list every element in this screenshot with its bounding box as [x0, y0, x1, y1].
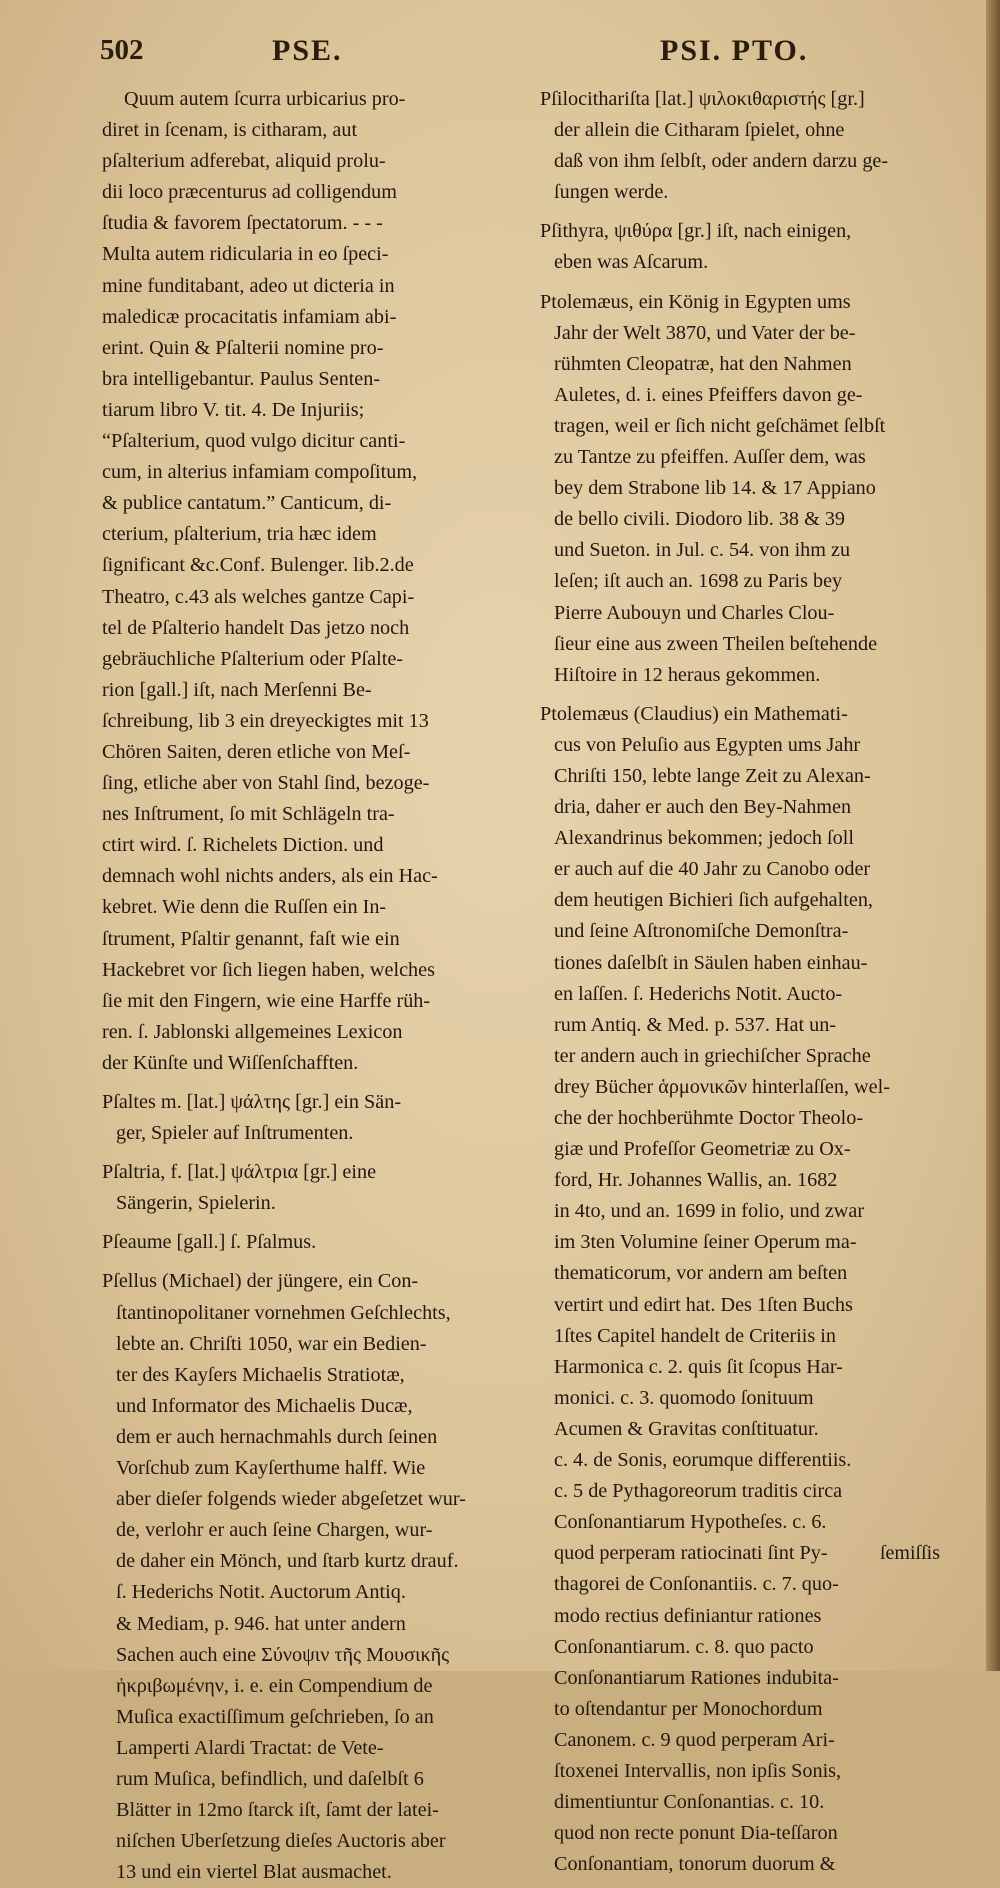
- text-line: de, verlohr er auch ſeine Chargen, wur-: [116, 1519, 433, 1542]
- text-line: kebret. Wie denn die Ruſſen ein In-: [102, 896, 387, 919]
- text-line: quod perperam ratiocinati ſint Py-: [554, 1542, 828, 1565]
- text-line: Conſonantiarum Rationes indubita-: [554, 1666, 839, 1689]
- text-line: demnach wohl nichts anders, als ein Hac-: [102, 865, 438, 888]
- text-line: ſtantinopolitaner vornehmen Geſchlechts,: [116, 1301, 451, 1324]
- text-line: modo rectius definiantur rationes: [554, 1604, 822, 1627]
- text-line: cterium, pſalterium, tria hæc idem: [102, 523, 377, 546]
- text-line: rum Antiq. & Med. p. 537. Hat un-: [554, 1013, 837, 1036]
- text-line: monici. c. 3. quomodo ſonituum: [554, 1386, 814, 1409]
- text-line: Hiſtoire in 12 heraus gekommen.: [554, 663, 821, 686]
- text-line: giæ und Profeſſor Geometriæ zu Ox-: [554, 1138, 851, 1161]
- entry-gap: [102, 1258, 516, 1266]
- text-line: zu Tantze zu pfeiffen. Auſſer dem, was: [554, 446, 866, 469]
- text-line: pſalterium adferebat, aliquid prolu-: [102, 150, 386, 173]
- text-line: Pſellus (Michael) der jüngere, ein Con-: [102, 1270, 419, 1293]
- text-line: und Sueton. in Jul. c. 54. von ihm zu: [554, 539, 851, 562]
- text-line: Chriſti 150, lebte lange Zeit zu Alexan-: [554, 764, 871, 787]
- text-line: thematicorum, vor andern am beſten: [554, 1262, 848, 1285]
- text-line: drey Bücher ἁρμονικῶν hinterlaſſen, wel-: [554, 1075, 890, 1098]
- text-line: in 4to, und an. 1699 in folio, und zwar: [554, 1200, 865, 1223]
- text-line: thagorei de Conſonantiis. c. 7. quo-: [554, 1573, 839, 1596]
- text-line: Sängerin, Spielerin.: [116, 1192, 276, 1215]
- text-line: ſungen werde.: [554, 181, 669, 204]
- text-line: cum, in alterius infamiam compoſitum,: [102, 461, 418, 484]
- text-line: Ptolemæus (Claudius) ein Mathemati-: [540, 702, 848, 725]
- text-line: dem er auch hernachmahls durch ſeinen: [116, 1425, 438, 1448]
- text-line: Pierre Aubouyn und Charles Clou-: [554, 601, 835, 624]
- right-column-heading: PSI. PTO.: [660, 34, 809, 67]
- text-line: ſtrument, Pſaltir genannt, faſt wie ein: [102, 927, 400, 950]
- text-line: Conſonantiarum Hypotheſes. c. 6.: [554, 1511, 827, 1534]
- text-line: und ſeine Aſtronomiſche Demonſtra-: [554, 920, 849, 943]
- text-line: ter des Kayſers Michaelis Stratiotæ,: [116, 1363, 405, 1386]
- running-header: [0, 30, 1000, 80]
- text-line: Pſaltria, f. [lat.] ψάλτρια [gr.] eine: [102, 1161, 377, 1184]
- text-line: tel de Pſalterio handelt Das jetzo noch: [102, 616, 410, 639]
- text-line: er auch auf die 40 Jahr zu Canobo oder: [554, 858, 871, 881]
- text-line: Muſica exactiſſimum geſchrieben, ſo an: [116, 1705, 434, 1728]
- text-line: Pſilocithariſta [lat.] ψιλοκιθαριστής [gr.]: [540, 88, 865, 110]
- text-line: Pſaltes m. [lat.] ψάλτης [gr.] ein Sän-: [102, 1091, 402, 1113]
- text-line: quod non recte ponunt Dia-teſſaron: [554, 1822, 838, 1845]
- text-line: ſie mit den Fingern, wie eine Harffe rüh-: [102, 989, 431, 1012]
- entry-gap: [102, 1219, 516, 1227]
- text-line: & publice cantatum.” Canticum, di-: [102, 492, 392, 515]
- text-line: dria, daher er auch den Bey-Nahmen: [554, 796, 852, 819]
- text-line: und Informator des Michaelis Ducæ,: [116, 1394, 413, 1417]
- text-line: tragen, weil er ſich nicht geſchämet ſelbſt: [554, 414, 886, 437]
- text-line: Auletes, d. i. eines Pfeiffers davon ge-: [554, 383, 863, 406]
- text-line: aber dieſer folgends wieder abgeſetzet wur-: [116, 1488, 466, 1511]
- text-line: rühmten Cleopatræ, hat den Nahmen: [554, 352, 852, 375]
- text-line: Quum autem ſcurra urbicarius pro-: [124, 88, 406, 110]
- text-line: Conſonantiam, tonorum duorum &: [554, 1853, 836, 1876]
- entry-gap: [540, 691, 960, 699]
- text-line: rion [gall.] iſt, nach Merſenni Be-: [102, 678, 372, 701]
- entry-gap: [540, 208, 960, 216]
- text-line: Chören Saiten, deren etliche von Meſ-: [102, 740, 411, 763]
- catchword: ſemiſſis: [880, 1542, 940, 1564]
- text-line: ſchreibung, lib 3 ein dreyeckigtes mit 13: [102, 709, 429, 732]
- text-line: c. 4. de Sonis, eorumque differentiis.: [554, 1449, 852, 1472]
- text-line: nes Inſtrument, ſo mit Schlägeln tra-: [102, 803, 395, 826]
- text-line: mine funditabant, adeo ut dicteria in: [102, 274, 395, 297]
- text-line: ſ. Hederichs Notit. Auctorum Antiq.: [116, 1581, 406, 1604]
- entry-gap: [102, 1149, 516, 1157]
- text-line: dimentiuntur Conſonantias. c. 10.: [554, 1791, 825, 1814]
- page-number: 502: [100, 34, 144, 66]
- text-line: Jahr der Welt 3870, und Vater der be-: [554, 321, 856, 344]
- text-line: Ptolemæus, ein König in Egypten ums: [540, 290, 851, 313]
- text-line: ἠκριβωμένην, i. e. ein Compendium de: [116, 1674, 433, 1697]
- text-line: c. 5 de Pythagoreorum traditis circa: [554, 1480, 843, 1503]
- text-line: Pſeaume [gall.] ſ. Pſalmus.: [102, 1231, 317, 1254]
- text-line: daß von ihm ſelbſt, oder andern darzu ge-: [554, 150, 889, 173]
- text-line: Sachen auch eine Σύνοψιν τῆς Μουσικῆς: [116, 1643, 450, 1666]
- text-line: ford, Hr. Johannes Wallis, an. 1682: [554, 1169, 838, 1192]
- text-line: Lamperti Alardi Tractat: de Vete-: [116, 1736, 384, 1759]
- text-line: diret in ſcenam, is citharam, aut: [102, 119, 358, 142]
- text-line: cus von Peluſio aus Egypten ums Jahr: [554, 733, 861, 756]
- text-line: ren. ſ. Jablonski allgemeines Lexicon: [102, 1020, 403, 1043]
- text-line: & Mediam, p. 946. hat unter andern: [116, 1612, 406, 1635]
- page-spine-shadow: [986, 0, 1000, 1671]
- text-line: gebräuchliche Pſalterium oder Pſalte-: [102, 647, 404, 670]
- text-line: Canonem. c. 9 quod perperam Ari-: [554, 1728, 835, 1751]
- text-line: ſieur eine aus zween Theilen beſtehende: [554, 632, 878, 655]
- text-line: der allein die Citharam ſpielet, ohne: [554, 119, 845, 142]
- text-line: vertirt und edirt hat. Des 1ſten Buchs: [554, 1293, 853, 1316]
- entry-gap: [540, 279, 960, 287]
- text-line: tiones daſelbſt in Säulen haben einhau-: [554, 951, 868, 974]
- text-line: eben was Aſcarum.: [554, 251, 709, 274]
- text-line: to oſtendantur per Monochordum: [554, 1697, 823, 1720]
- text-line: che der hochberühmte Doctor Theolo-: [554, 1107, 864, 1129]
- text-line: lebte an. Chriſti 1050, war ein Bedien-: [116, 1332, 427, 1355]
- text-line: “Pſalterium, quod vulgo dicitur canti-: [102, 430, 406, 453]
- right-text-column: [540, 84, 960, 1880]
- text-line: Theatro, c.43 als welches gantze Capi-: [102, 585, 415, 608]
- text-line: rum Muſica, befindlich, und daſelbſt 6: [116, 1767, 424, 1790]
- text-line: Conſonantiarum. c. 8. quo pacto: [554, 1635, 814, 1658]
- text-line: leſen; iſt auch an. 1698 zu Paris bey: [554, 570, 843, 593]
- text-line: ſtoxenei Intervallis, non ipſis Sonis,: [554, 1759, 842, 1782]
- text-line: der Künſte und Wiſſenſchafften.: [102, 1051, 359, 1074]
- text-line: Multa autem ridicularia in eo ſpeci-: [102, 243, 389, 266]
- text-line: ter andern auch in griechiſcher Sprache: [554, 1044, 871, 1067]
- text-line: niſchen Uberſetzung dieſes Auctoris aber: [116, 1830, 446, 1853]
- text-line: ſing, etliche aber von Stahl ſind, bezoge-: [102, 772, 430, 795]
- text-line: Hackebret vor ſich liegen haben, welches: [102, 958, 435, 981]
- text-line: Blätter in 12mo ſtarck iſt, ſamt der latei-: [116, 1799, 439, 1822]
- text-line: ctirt wird. ſ. Richelets Diction. und: [102, 834, 384, 857]
- text-line: en laſſen. ſ. Hederichs Notit. Aucto-: [554, 982, 843, 1005]
- entry-gap: [102, 1079, 516, 1087]
- text-line: erint. Quin & Pſalterii nomine pro-: [102, 336, 384, 359]
- text-line: 13 und ein viertel Blat ausmachet.: [116, 1861, 392, 1884]
- text-line: dem heutigen Bichieri ſich aufgehalten,: [554, 889, 873, 912]
- text-line: bra intelligebantur. Paulus Senten-: [102, 367, 381, 390]
- text-line: de daher ein Mönch, und ſtarb kurtz drauf.: [116, 1550, 459, 1573]
- left-text-column: [102, 84, 516, 1888]
- text-line: ger, Spieler auf Inſtrumenten.: [116, 1122, 354, 1145]
- text-line: Vorſchub zum Kayſerthume halff. Wie: [116, 1457, 426, 1480]
- text-line: dii loco præcenturus ad colligendum: [102, 181, 397, 204]
- text-line: Pſithyra, ψιθύρα [gr.] iſt, nach einigen,: [540, 220, 852, 243]
- text-line: 1ſtes Capitel handelt de Criteriis in: [554, 1324, 837, 1347]
- text-line: im 3ten Volumine ſeiner Operum ma-: [554, 1231, 857, 1254]
- text-line: ſtudia & favorem ſpectatorum. - - -: [102, 212, 383, 235]
- text-line: Alexandrinus bekommen; jedoch ſoll: [554, 827, 854, 850]
- text-line: de bello civili. Diodoro lib. 38 & 39: [554, 508, 846, 531]
- text-line: bey dem Strabone lib 14. & 17 Appiano: [554, 477, 876, 500]
- text-line: Harmonica c. 2. quis ſit ſcopus Har-: [554, 1355, 843, 1378]
- left-column-heading: PSE.: [272, 34, 343, 67]
- text-line: maledicæ procacitatis infamiam abi-: [102, 305, 397, 328]
- text-line: tiarum libro V. tit. 4. De Injuriis;: [102, 398, 365, 421]
- text-line: ſignificant &c.Conf. Bulenger. lib.2.de: [102, 554, 414, 577]
- text-line: Acumen & Gravitas conſtituatur.: [554, 1417, 819, 1440]
